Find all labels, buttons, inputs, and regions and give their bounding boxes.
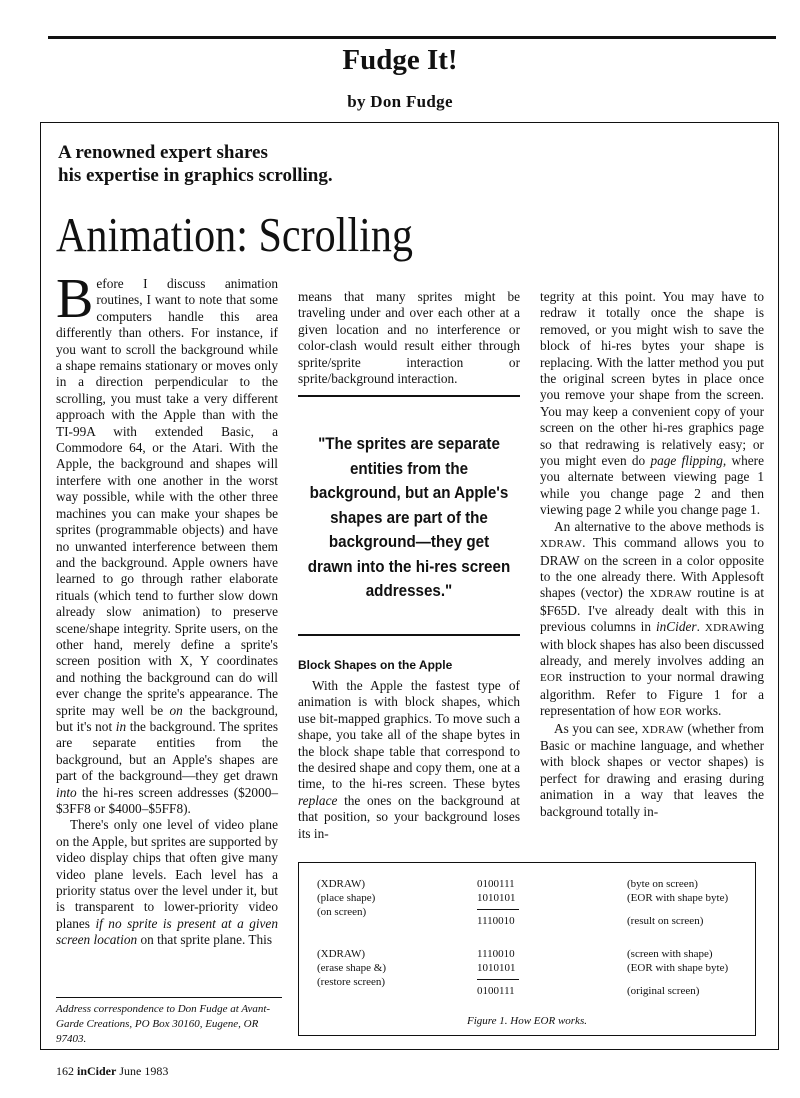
paragraph: Before I discuss animation routines, I want to note that some computers handle this area differently than others. For instance, if you want to scroll the background while a shape remains stationary or moves only in a direction perpendicular to the scrolling, you must take a very different approach with the Apple than with the TI-99A with extended Basic, a Commodore 64, or the Atari. With the Apple, the background and shapes will interfere with one another in the worst way possible, while with the other three machines you can make your shapes be sprites (programmable objects) and have no unwanted interference between them and the background. Apple owners have learned to go through rather elaborate rituals (which tend to further slow down already slow animation) to preserve scene/shape integrity. Sprite users, on the other hand, merely define a sprite's screen position with X, Y coordinates and nothing the background can do will ever change the sprite's appearance. The sprite may well be on the background, but it's not in the background. The sprites are separate entities from the background, but an Apple's shapes are part of the background—they get drawn into the hi-res screen addresses ($2000–$3FF8 or $4000–$5FF8).	[56, 268, 279, 816]
figure-values-group-2: 1110010 1010101 0100111	[477, 947, 519, 998]
pullquote-rule-bottom	[298, 634, 520, 636]
pullquote-rule-top	[298, 395, 520, 397]
figure-labels-group-1: (XDRAW) (place shape) (on screen)	[317, 878, 376, 918]
column-3	[540, 289, 764, 820]
sum-rule	[477, 909, 519, 910]
page-number: 162	[56, 1064, 74, 1078]
figure-values-group-1: 0100111 1010101 1110010	[477, 877, 519, 928]
section-subhead: Block Shapes on the Apple	[298, 658, 453, 672]
paragraph: As you can see, XDRAW (whether from Basic or machine language, and whether with block shapes or vector shapes) is perfect for drawing and erasing during animation in a way that leaves the background totally in-	[540, 720, 764, 819]
column-1	[56, 268, 279, 949]
column-2	[298, 289, 520, 387]
paragraph: tegrity at this point. You may have to redraw it totally once the shape is removed, or you might wish to save the block of hi-res bytes your shape is replacing. With the latter method you put the original screen bytes in place once you remove your shape from the screen. You may keep a convenient copy of your screen on the other hi-res graphics page so that redrawing is relatively easy; or you might even do page flipping, where you alternate between viewing page 1 while you change page 2 and then viewing page 2 while you change page 1.	[540, 289, 764, 518]
paragraph: There's only one level of video plane on the Apple, but sprites are supported by video display chips that often give many video plane levels. Each level has a priority status over the level under it, but is transparent to lower-priority video planes if no sprite is present at a given screen location on that sprite plane. This	[56, 817, 278, 948]
figure-1-box	[298, 862, 756, 1036]
figure-notes-group-2: (screen with shape) (EOR with shape byte) (original screen)	[627, 948, 729, 997]
paragraph: An alternative to the above methods is XDRAW. This command allows you to DRAW on the screen in a color opposite to the one already there. With Applesoft shapes (vector) the XDRAW routine is at $F65D. I've already dealt with this in previous columns in inCider. XDRAWing with block shapes has also been discussed already, and merely involves adding an EOR instruction to your normal drawing algorithm. Refer to Figure 1 for a representation of how EOR works.	[540, 518, 765, 719]
top-rule	[48, 36, 776, 39]
pull-quote: "The sprites are separate entities from the background, but an Apple's shapes are part of the background—they get drawn into the hi-res screen addresses."	[307, 435, 511, 600]
figure-caption: Figure 1. How EOR works.	[467, 1015, 587, 1027]
column-2-body	[298, 678, 520, 842]
deck-line-1: A renowned expert shares	[58, 142, 268, 163]
paragraph: With the Apple the fastest type of animation is with block shapes, which use bit-mapped graphics. To move such a shape, you take all of the shape bytes in the block shape table that correspond to the desired shape and copy them, one at a time, to the hi-res screen. These bytes replace the ones on the background at that position, so your background loses its in-	[298, 678, 520, 841]
magazine-logo: inCider	[77, 1064, 117, 1078]
headline: Animation: Scrolling	[56, 207, 414, 262]
page-footer	[56, 1064, 168, 1079]
address-divider	[56, 997, 282, 998]
deck-line-2: his expertise in graphics scrolling.	[58, 165, 333, 186]
deck	[58, 141, 398, 187]
address-note: Address correspondence to Don Fudge at Avant-Garde Creations, PO Box 30160, Eugene, OR 97403.	[56, 1003, 271, 1045]
sum-rule	[477, 979, 519, 980]
figure-labels-group-2: (XDRAW) (erase shape &) (restore screen)	[317, 948, 387, 988]
figure-notes-group-1: (byte on screen) (EOR with shape byte) (result on screen)	[627, 878, 729, 927]
column-title: Fudge It!	[342, 44, 458, 76]
drop-cap: B	[56, 268, 94, 330]
byline: by Don Fudge	[347, 92, 453, 111]
issue-date: June 1983	[119, 1064, 169, 1078]
paragraph: means that many sprites might be traveling under and over each other at a given location and no interference or color-clash would result either through sprite/sprite interaction or sprite/background interaction.	[298, 289, 520, 387]
